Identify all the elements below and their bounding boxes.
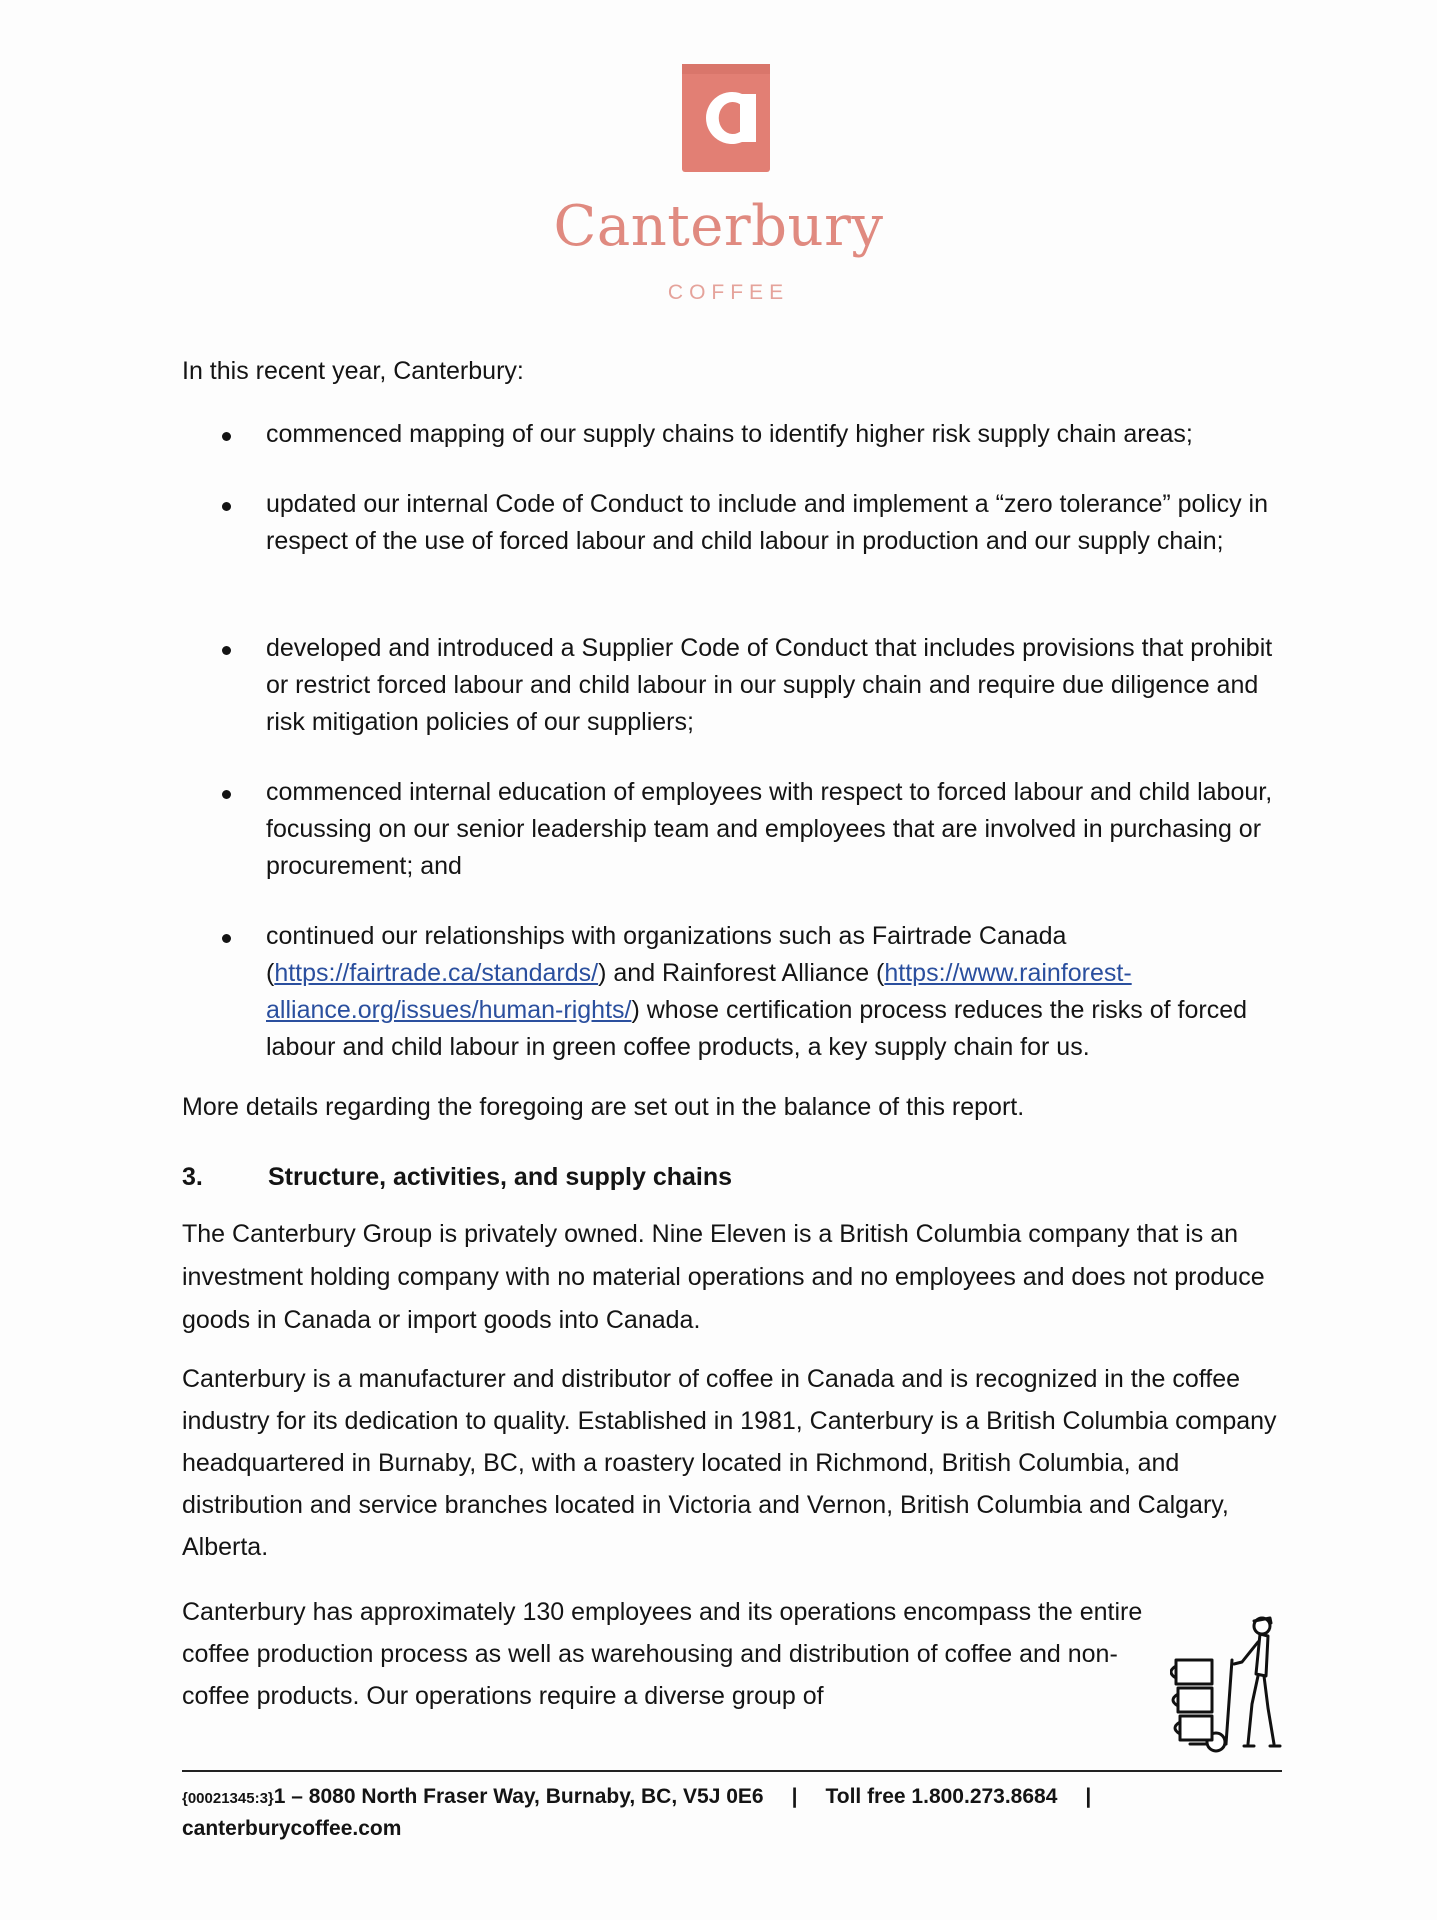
brand-name: Canterbury xyxy=(553,194,884,259)
footer-separator: | xyxy=(1085,1785,1092,1808)
intro-text: In this recent year, Canterbury: xyxy=(182,357,524,385)
paragraph-ownership: The Canterbury Group is privately owned. Nine Eleven is a British Columbia company that is an investment holding company with no material operations and no employees and does not produce goods in Canada or import goods into Canada. xyxy=(182,1220,1265,1334)
bullet-text: commenced mapping of our supply chains to identify higher risk supply chain areas; xyxy=(266,420,1193,448)
bullet-icon xyxy=(222,790,231,799)
footer-address-line xyxy=(182,1782,1282,1814)
bullet-text: updated our internal Code of Conduct to include and implement a “zero tolerance” policy in respect of the use of forced labour and child labour in production and our supply chain; xyxy=(266,490,1268,555)
bullet-text: commenced internal education of employees with respect to forced labour and child labour, focussing on our senior leadership team and employees that are involved in purchasing or procurement; and xyxy=(266,778,1273,880)
bullet-icon xyxy=(222,934,231,943)
footer-separator: | xyxy=(791,1785,798,1808)
bullet-text: developed and introduced a Supplier Code of Conduct that includes provisions that prohibit or restrict forced labour and child labour in our supply chain and require due diligence and risk mitigation policies of our suppliers; xyxy=(266,634,1273,736)
bullet-text xyxy=(266,918,1276,1066)
canterbury-logo-icon xyxy=(682,64,770,172)
bullet-icon xyxy=(222,502,231,511)
more-details-text: More details regarding the foregoing are set out in the balance of this report. xyxy=(182,1093,1025,1121)
delivery-person-with-cups-icon xyxy=(1170,1604,1286,1754)
footer-address: 1 – 8080 North Fraser Way, Burnaby, BC, V5J 0E6 xyxy=(273,1785,764,1808)
bullet-text-pre: continued our relationships with organizations such as Fairtrade Canada ( xyxy=(266,922,1067,987)
paragraph-company-overview: Canterbury is a manufacturer and distributor of coffee in Canada and is recognized in the coffee industry for its dedication to quality. Established in 1981, Canterbury is a British Columbia company headquartered in Burnaby, BC, with a roastery located in Richmond, British Columbia, and distribution and service branches located in Victoria and Vernon, British Columbia and Calgary, Alberta. xyxy=(182,1365,1277,1561)
bullet-icon xyxy=(222,646,231,655)
brand-subtitle: COFFEE xyxy=(667,281,790,304)
fairtrade-link[interactable]: https://fairtrade.ca/standards/ xyxy=(274,959,599,987)
section-title: Structure, activities, and supply chains xyxy=(268,1163,733,1191)
footer-phone: Toll free 1.800.273.8684 xyxy=(825,1785,1058,1808)
paragraph-operations: Canterbury has approximately 130 employees and its operations encompass the entire coffee production process as well as warehousing and distribution of coffee and non-coffee products. Our operations require a diverse group of xyxy=(182,1598,1143,1710)
bullet-text-mid: ) and Rainforest Alliance ( xyxy=(598,959,885,987)
section-number: 3. xyxy=(182,1163,203,1191)
footer-divider xyxy=(182,1770,1282,1772)
document-reference: {00021345:3} xyxy=(182,1790,274,1807)
rainforest-alliance-link[interactable]: https://www.rainforest-alliance.org/issues/human-rights/ xyxy=(266,959,1132,1024)
footer-website: canterburycoffee.com xyxy=(182,1817,402,1840)
bullet-text-post: ) whose certification process reduces the risks of forced labour and child labour in green coffee products, a key supply chain for us. xyxy=(266,996,1248,1061)
section-heading xyxy=(182,1158,732,1196)
bullet-icon xyxy=(222,432,231,441)
